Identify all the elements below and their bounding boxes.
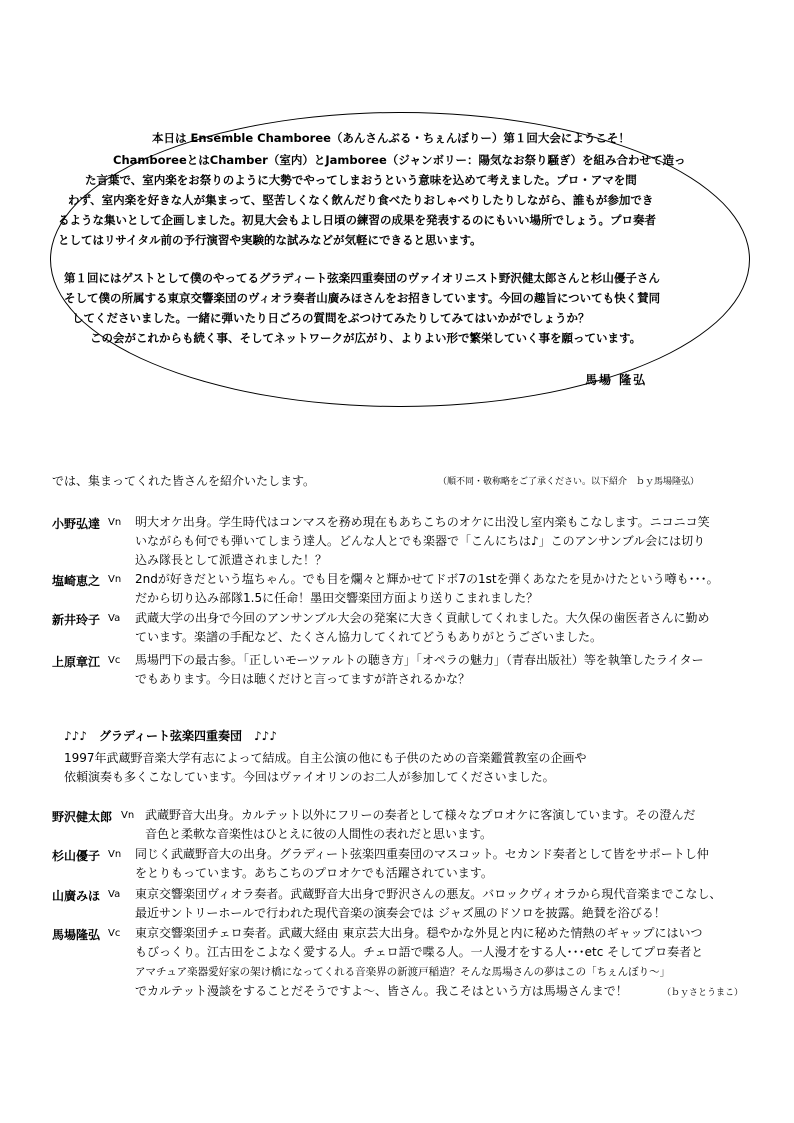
member-instrument: Vc — [108, 655, 121, 666]
member-profile-line: いながらも何でも弾いてしまう達人。どんな人とでも楽器で「こんにちは♪」このアンサンブル会には切り — [135, 534, 706, 548]
quartet-description-line: 1997年武蔵野音楽大学有志によって結成。自主公演の他にも子供のための音楽鑑賞教室の企画や — [64, 751, 587, 765]
greeting-signature: 馬場 隆弘 — [585, 373, 648, 387]
greeting-line: わず、室内楽を好きな人が集まって、堅苦しくなく飲んだり食べたりおしゃべりしたりしながら、誰もが参加でき — [68, 193, 654, 207]
greeting-line: 第１回にはゲストとして僕のやってるグラディート弦楽四重奏団のヴァイオリニスト野沢健太郎さんと杉山優子さん — [64, 271, 660, 285]
member-profile-line: でもあります。今日は聴くだけと言ってますが許されるかな？ — [135, 672, 471, 686]
member-profile-line: だから切り込み部隊1.5に任命！墨田交響楽団方面より送りこまれました？ — [135, 591, 539, 605]
member-name: 上原章江 — [52, 655, 101, 669]
quartet-member-profile-line: 武蔵野音大出身。カルテット以外にフリーの奏者として様々なプロオケに客演しています。その澄んだ — [145, 808, 696, 822]
member-name: 塩崎恵之 — [52, 574, 101, 588]
greeting-line: そして僕の所属する東京交響楽団のヴィオラ奏者山廣みほさんをお招きしています。今回の趣旨についても快く賛同 — [64, 291, 661, 305]
greeting-line: としてはリサイタル前の予行演習や実験的な試みなどが気軽にできると思います。 — [58, 233, 482, 247]
quartet-member-profile-line: アマチュア楽器愛好家の架け橋になってくれる音楽界の新渡戸稲造？そんな馬場さんの夢はこの「ちぇんぼり～」 — [135, 966, 671, 978]
members-note: （順不同・敬称略をご了承ください。以下紹介 ｂｙ馬場隆弘） — [438, 477, 700, 487]
quartet-member-instrument: Vn — [121, 810, 135, 821]
quartet-member-instrument: Vn — [108, 849, 122, 860]
greeting-line: た言葉で、室内楽をお祭りのように大勢でやってしまおうという意味を込めて考えました。プロ・アマを問 — [85, 173, 637, 187]
quartet-member-profile-line: 音色と柔軟な音楽性はひとえに彼の人間性の表れだと思います。 — [145, 827, 493, 841]
member-profile-line: 明大オケ出身。学生時代はコンマスを務め現在もあちこちのオケに出没し室内楽もこなします。ニコニコ笑 — [135, 515, 710, 529]
quartet-member-profile-line: 東京交響楽団ヴィオラ奏者。武蔵野音大出身で野沢さんの悪友。バロックヴィオラから現代音楽までこなし、 — [135, 887, 722, 901]
quartet-member-name: 馬場隆弘 — [52, 928, 101, 942]
members-lead-text: では、集まってくれた皆さんを紹介いたします。 — [52, 474, 316, 488]
quartet-member-profile-line: をとりもっています。あちこちのプロオケでも活躍されています。 — [135, 866, 493, 880]
quartet-member-instrument: Va — [108, 889, 121, 900]
quartet-member-profile-line: 最近サントリーホールで行われた現代音楽の演奏会では ジャズ風のドソロを披露。絶賛を浴びる！ — [135, 906, 666, 920]
member-profile-line: 馬場門下の最古参。「正しいモーツァルトの聴き方」「オペラの魅力」（青春出版社）等を執筆したライター — [135, 653, 704, 667]
quartet-member-profile-line: でカルテット漫談をすることだそうですよ～、皆さん。我こそはという方は馬場さんまで！ — [135, 984, 628, 998]
quartet-member-instrument: Vc — [108, 928, 121, 939]
member-profile-line: ています。楽譜の手配など、たくさん協力してくれてどうもありがとうございました。 — [135, 630, 603, 644]
quartet-member-name: 野沢健太郎 — [52, 810, 113, 824]
greeting-line: してくださいました。一緒に弾いたり日ごろの質問をぶつけてみたりしてみてはいかがでしょうか？ — [72, 311, 590, 325]
quartet-member-profile-line: 東京交響楽団チェロ奏者。武蔵大経由 東京芸大出身。穏やかな外見と内に秘めた情熱のギャップにはいつ — [135, 926, 703, 940]
member-profile-line: 2ndが好きだという塩ちゃん。でも目を爛々と輝かせてドボ7の1stを弾くあなたを見かけたという噂も･･･。 — [135, 572, 719, 586]
member-profile-line: 武蔵大学の出身で今回のアンサンブル大会の発案に大きく貢献してくれました。大久保の歯医者さんに勤め — [135, 611, 710, 625]
quartet-member-name: 山廣みほ — [52, 889, 101, 903]
member-name: 小野弘達 — [52, 517, 101, 531]
greeting-line: 本日は Ensemble Chamboree（あんさんぶる・ちぇんぼりー）第１回大会にようこそ！ — [152, 131, 630, 145]
quartet-heading: ♪♪♪ グラディート弦楽四重奏団 ♪♪♪ — [64, 729, 277, 743]
quartet-member-profile-line: 同じく武蔵野音大の出身。グラディート弦楽四重奏団のマスコット。セカンド奏者として皆をサポートし仲 — [135, 847, 709, 861]
greeting-line: この会がこれからも続く事、そしてネットワークが広がり、よりよい形で繁栄していく事を願っています。 — [90, 331, 642, 345]
member-instrument: Vn — [108, 574, 122, 585]
greeting-line: ChamboreeとはChamber（室内）とJamboree（ジャンボリー：陽気なお祭り騒ぎ）を組み合わせて造っ — [113, 153, 686, 167]
quartet-member-name: 杉山優子 — [52, 849, 101, 863]
member-instrument: Vn — [108, 517, 122, 528]
quartet-description-line: 依頼演奏も多くこなしています。今回はヴァイオリンのお二人が参加してくださいました。 — [64, 770, 555, 784]
member-instrument: Va — [108, 613, 121, 624]
author-credit: （ｂｙさとうまこ） — [662, 988, 744, 998]
greeting-line: るような集いとして企画しました。初見大会もよし日頃の練習の成果を発表するのにもいい場所でしょう。プロ奏者 — [58, 213, 656, 227]
quartet-member-profile-line: もびっくり。江古田をこよなく愛する人。チェロ語で喋る人。一人漫才をする人･･･etc そしてプロ奏者と — [135, 945, 704, 959]
member-name: 新井玲子 — [52, 613, 101, 627]
member-profile-line: 込み隊長として派遣されました！？ — [135, 553, 328, 567]
